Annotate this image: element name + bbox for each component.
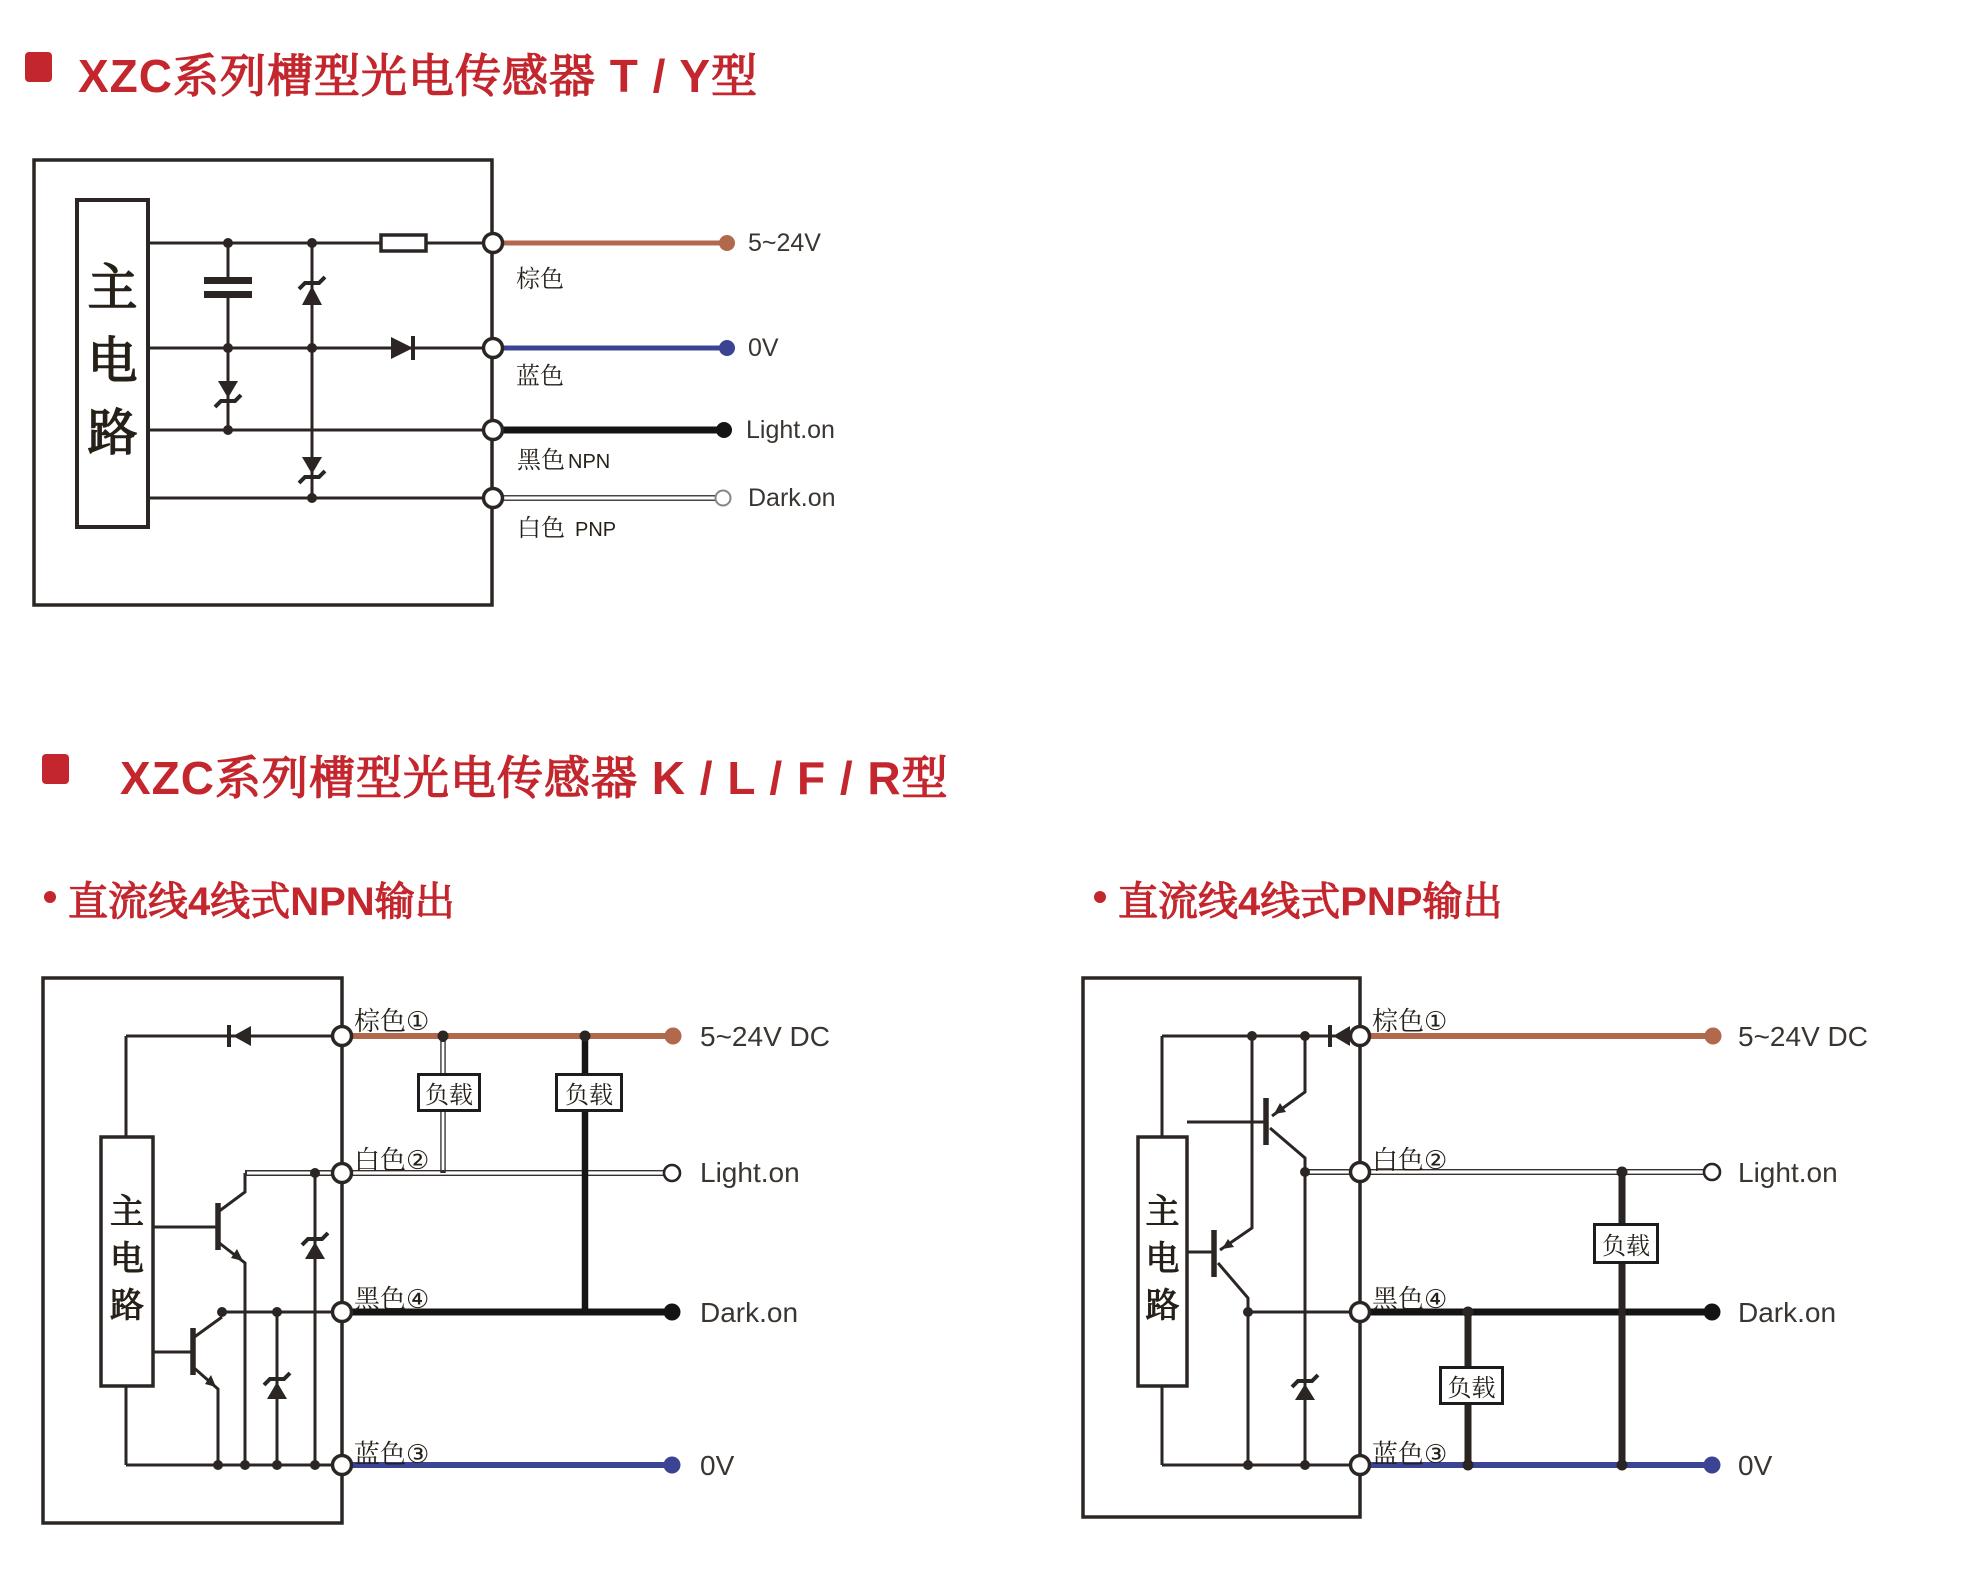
wire-end-dot	[719, 340, 735, 356]
junction-dot	[1617, 1460, 1628, 1471]
pnp-load-box-2	[1439, 1366, 1504, 1405]
pnp-subtitle: 直流线4线式PNP输出	[1118, 880, 1503, 924]
terminal-ring	[484, 339, 503, 358]
junction-dot	[1300, 1460, 1310, 1470]
junction-dot	[272, 1460, 282, 1470]
pnp-terminal-lighton: Light.on	[1738, 1157, 1838, 1188]
junction-dot	[307, 343, 317, 353]
terminal-ring	[333, 1164, 352, 1183]
terminal-ring	[484, 234, 503, 253]
pnp-load-box-1	[1593, 1223, 1659, 1264]
pnp-subtitle-bullet-icon	[1094, 891, 1106, 903]
pnp-wire-black-label: 黑色④	[1372, 1284, 1448, 1314]
ty-wire-black-type: NPN	[568, 451, 611, 473]
wire-end-dot	[1704, 1457, 1721, 1474]
junction-dot	[217, 1307, 227, 1317]
outer-box	[43, 978, 342, 1523]
ty-main-circuit-label: 主电路	[87, 260, 138, 461]
npn-load-label-1: 负载	[425, 1082, 473, 1109]
wire-end-dot	[716, 422, 732, 438]
terminal-ring	[333, 1456, 352, 1475]
ty-wire-brown-label: 棕色	[516, 266, 564, 293]
zener-icon	[302, 457, 322, 474]
wire-end-dot	[664, 1304, 681, 1321]
wire-end-ring	[1704, 1164, 1720, 1180]
junction-dot	[307, 238, 317, 248]
terminal-ring	[484, 489, 503, 508]
capacitor-icon	[204, 291, 252, 298]
junction-dot	[310, 1168, 320, 1178]
junction-dot	[223, 425, 233, 435]
section-klfr-title: XZC系列槽型光电传感器 K / L / F / R型	[120, 752, 949, 804]
npn-subtitle-bullet-icon	[44, 891, 56, 903]
wire-end-dot	[664, 1457, 681, 1474]
npn-wire-brown-label: 棕色①	[354, 1006, 430, 1036]
npn-main-circuit-label: 主电路	[110, 1193, 144, 1325]
zener-icon	[302, 286, 322, 305]
ty-terminal-supply: 5~24V	[748, 229, 821, 257]
junction-dot	[580, 1031, 591, 1042]
wire-end-ring	[716, 491, 731, 506]
ty-wire-black-color: 黑色	[517, 447, 565, 474]
terminal-ring	[484, 421, 503, 440]
diode-icon	[233, 1026, 251, 1046]
junction-dot	[1463, 1460, 1474, 1471]
npn-terminal-lighton: Light.on	[700, 1157, 800, 1188]
npn-wire-white-label: 白色②	[354, 1145, 430, 1175]
junction-dot	[438, 1031, 449, 1042]
pnp-terminal-supply: 5~24V DC	[1738, 1021, 1868, 1052]
pnp-load-label-1: 负载	[1602, 1233, 1650, 1260]
npn-load-box-2	[555, 1073, 623, 1112]
pnp-terminal-darkon: Dark.on	[1738, 1297, 1837, 1328]
diode-icon	[1333, 1026, 1350, 1046]
npn-wire-blue-label: 蓝色③	[354, 1439, 430, 1469]
npn-terminal-darkon: Dark.on	[700, 1297, 799, 1328]
terminal-ring	[1351, 1163, 1370, 1182]
pnp-load-label-2: 负载	[1447, 1375, 1496, 1402]
wire-end-dot	[719, 235, 735, 251]
junction-dot	[240, 1460, 250, 1470]
junction-dot	[1243, 1460, 1253, 1470]
ty-wire-white-type: PNP	[575, 519, 617, 541]
diode-icon	[391, 337, 413, 359]
wire-end-dot	[665, 1028, 682, 1045]
pnp-main-circuit-label: 主电路	[1145, 1193, 1180, 1325]
capacitor-icon	[204, 277, 252, 284]
resistor-icon	[381, 235, 426, 251]
terminal-ring	[1351, 1027, 1370, 1046]
junction-dot	[1463, 1307, 1474, 1318]
zener-icon	[1295, 1384, 1315, 1400]
junction-dot	[1300, 1031, 1310, 1041]
terminal-ring	[333, 1303, 352, 1322]
pnp-wire-white-label: 白色②	[1372, 1145, 1448, 1175]
wire-end-dot	[1705, 1028, 1722, 1045]
junction-dot	[1243, 1307, 1253, 1317]
terminal-ring	[1351, 1303, 1370, 1322]
ty-terminal-lighton: Light.on	[746, 416, 835, 444]
junction-dot	[307, 493, 317, 503]
ty-terminal-darkon: Dark.on	[748, 484, 836, 512]
npn-load-box-1	[417, 1073, 481, 1112]
npn-terminal-0v: 0V	[700, 1450, 735, 1481]
circuit-lines	[1162, 1036, 1360, 1465]
junction-dot	[1247, 1031, 1257, 1041]
section-klfr-bullet-icon	[42, 754, 69, 784]
pnp-wire-brown-label: 棕色①	[1372, 1006, 1448, 1036]
npn-load-label-2: 负载	[565, 1082, 613, 1109]
npn-terminal-supply: 5~24V DC	[700, 1021, 830, 1052]
wire-end-ring	[664, 1165, 680, 1181]
terminal-ring	[333, 1027, 352, 1046]
npn-subtitle: 直流线4线式NPN输出	[68, 880, 455, 924]
junction-dot	[213, 1460, 223, 1470]
zener-icon	[305, 1242, 325, 1259]
wire-end-dot	[1704, 1304, 1721, 1321]
npn-wire-black-label: 黑色④	[354, 1284, 430, 1314]
ty-wire-black-label	[517, 440, 610, 475]
junction-dot	[223, 238, 233, 248]
section-ty-bullet-icon	[25, 52, 52, 82]
circuit-lines	[126, 1036, 342, 1465]
junction-dot	[272, 1307, 282, 1317]
ty-terminal-0v: 0V	[748, 334, 779, 362]
ty-wire-blue-label: 蓝色	[516, 363, 564, 390]
junction-dot	[223, 343, 233, 353]
junction-dot	[1300, 1167, 1310, 1177]
ty-wire-white-color: 白色	[517, 515, 565, 542]
terminal-ring	[1351, 1456, 1370, 1475]
junction-dot	[310, 1460, 320, 1470]
zener-icon	[267, 1382, 287, 1399]
ty-wire-white-label	[517, 508, 616, 543]
zener-icon	[218, 381, 238, 398]
junction-dot	[1617, 1167, 1628, 1178]
pnp-terminal-0v: 0V	[1738, 1450, 1773, 1481]
pnp-wire-blue-label: 蓝色③	[1372, 1439, 1448, 1469]
section-ty-title: XZC系列槽型光电传感器 T / Y型	[78, 50, 759, 102]
